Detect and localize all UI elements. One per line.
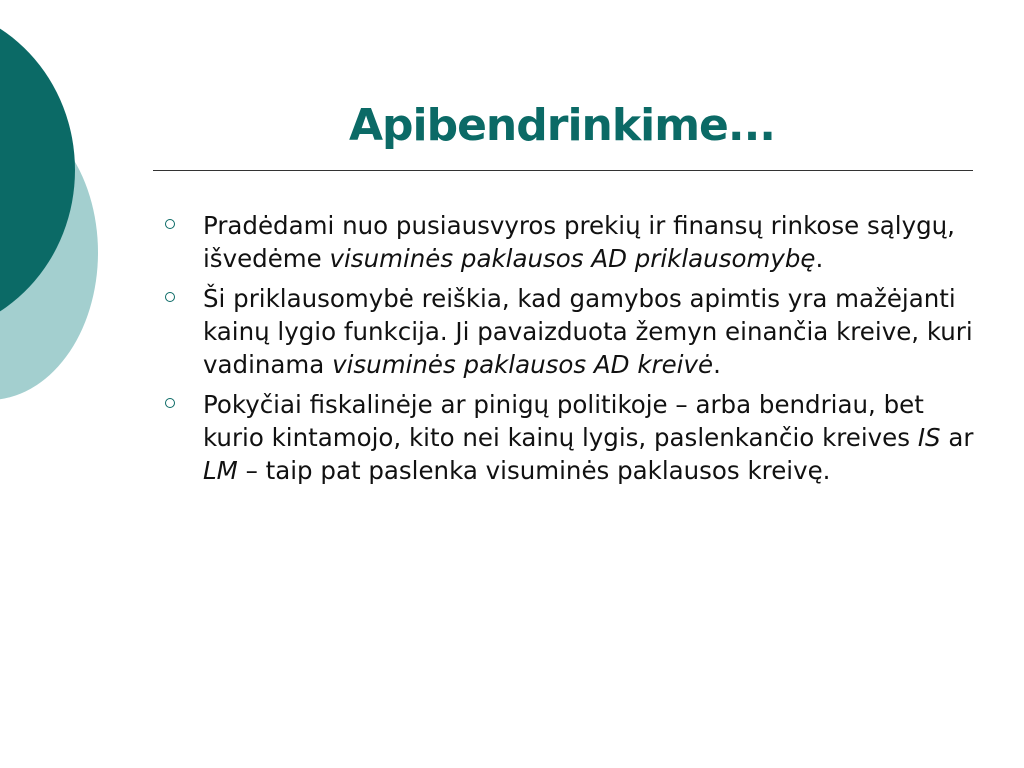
slide-title: Apibendrinkime... bbox=[348, 100, 776, 151]
bullet-list bbox=[165, 209, 985, 494]
bullet-text: Pokyčiai fiskalinėje ar pinigų politikoje – arba bendriau, bet kurio kintamojo, kito nei kainų lygis, paslenkančio kreives IS ar LM – taip pat paslenka visuminės paklausos kreivę. bbox=[203, 390, 974, 485]
circle-bullet-icon bbox=[165, 219, 175, 229]
circle-bullet-icon bbox=[165, 398, 175, 408]
bullet-item bbox=[165, 388, 985, 487]
bullet-item bbox=[165, 282, 985, 381]
bullet-text: Ši priklausomybė reiškia, kad gamybos apimtis yra mažėjanti kainų lygio funkcija. Ji pavaizduota žemyn einančia kreive, kuri vadinama visuminės paklausos AD kreivė. bbox=[203, 284, 973, 379]
bullet-item bbox=[165, 209, 985, 275]
circle-bullet-icon bbox=[165, 292, 175, 302]
bullet-text: Pradėdami nuo pusiausvyros prekių ir finansų rinkose sąlygų, išvedėme visuminės paklausos AD priklausomybę. bbox=[203, 211, 955, 273]
title-divider bbox=[153, 170, 973, 171]
